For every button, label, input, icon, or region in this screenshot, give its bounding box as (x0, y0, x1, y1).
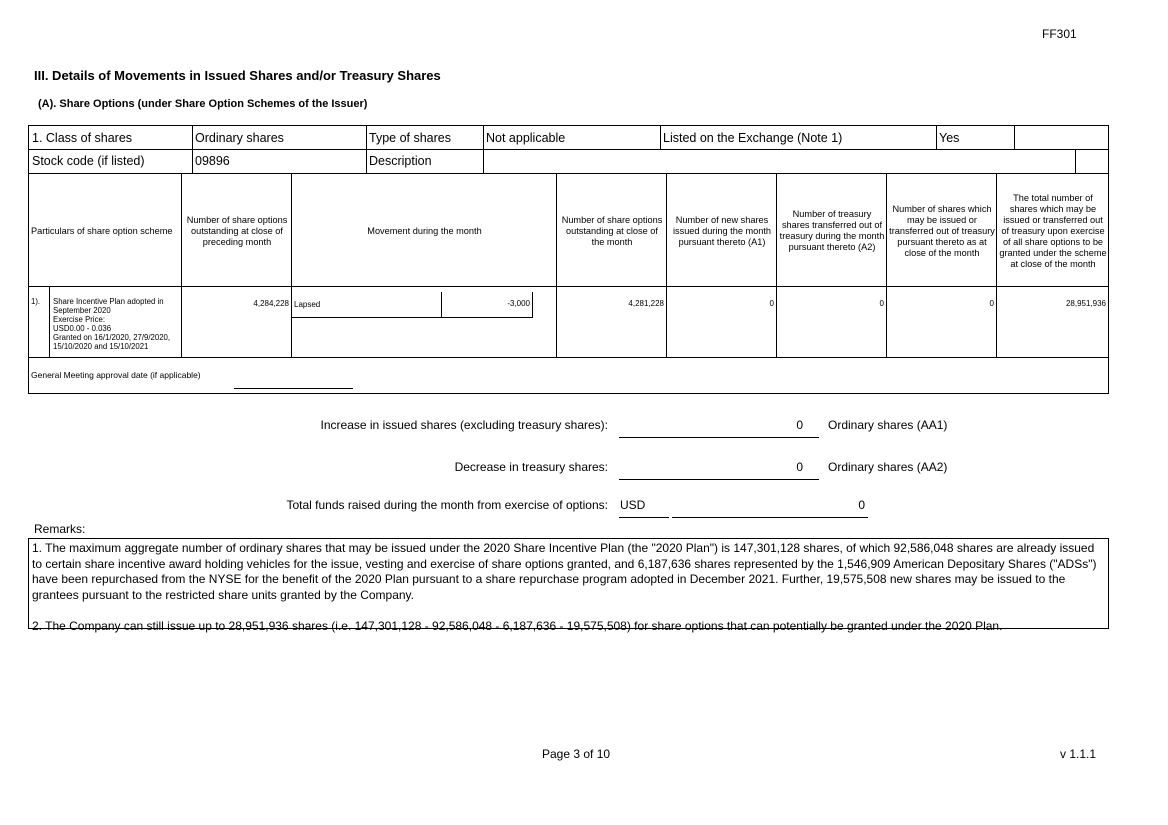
remark-2: 2. The Company can still issue up to 28,951,936 shares (i.e. 147,301,128 - 92,586,048 - 6,187,636 - 19,575,508) for share options that can potentially be granted under the 2020 Plan. (32, 619, 1003, 633)
blank-cell (1075, 149, 1109, 174)
funds-value: 0 (858, 498, 865, 512)
movement-type: Lapsed (294, 300, 321, 309)
may-be-issued-value: 0 (989, 299, 994, 308)
scheme-description (53, 297, 181, 351)
general-meeting-label: General Meeting approval date (if applicable) (31, 370, 201, 380)
remarks-box (28, 538, 1109, 633)
general-meeting-date-line[interactable] (234, 388, 353, 389)
increase-unit: Ordinary shares (AA1) (828, 418, 948, 432)
stock-code-value: 09896 (192, 149, 367, 174)
movement-value: -3,000 (507, 299, 530, 308)
header-new-shares: Number of new shares issued during the month pursuant thereto (A1) (672, 214, 772, 247)
stock-code-label: Stock code (if listed) (28, 149, 193, 174)
listed-on-exchange-value: Yes (936, 125, 1015, 150)
decrease-line (619, 479, 819, 480)
scheme-index: 1). (31, 297, 41, 306)
scheme-description-line: Granted on 16/1/2020, 27/9/2020, (53, 333, 171, 342)
outstanding-close-value: 4,281,228 (628, 299, 664, 308)
funds-currency-line (619, 517, 669, 518)
form-code: FF301 (1042, 27, 1077, 41)
description-value (483, 149, 1076, 174)
class-of-shares-label: 1. Class of shares (28, 125, 193, 150)
increase-line (619, 437, 819, 438)
increase-label: Increase in issued shares (excluding treasury shares): (320, 418, 608, 432)
increase-value: 0 (796, 418, 803, 432)
scheme-description-line: 15/10/2020 and 15/10/2021 (53, 342, 149, 351)
divider (49, 287, 50, 357)
scheme-description-line: September 2020 (53, 306, 111, 315)
new-shares-value: 0 (769, 299, 774, 308)
treasury-transferred-value: 0 (879, 299, 884, 308)
header-particulars: Particulars of share option scheme (31, 225, 173, 236)
header-treasury-transferred: Number of treasury shares transferred out of treasury during the month pursuant thereto (A2) (779, 209, 885, 252)
blank-cell (1014, 125, 1109, 150)
header-total-may-be-issued: The total number of shares which may be issued or transferred out of treasury upon exercise of all share options to be granted under the scheme at close of the month (999, 192, 1107, 269)
scheme-description-line: Exercise Price: (53, 315, 105, 324)
subsection-title: (A). Share Options (under Share Option Schemes of the Issuer) (38, 98, 368, 110)
type-of-shares-label: Type of shares (366, 125, 484, 150)
funds-label: Total funds raised during the month from exercise of options: (286, 498, 608, 512)
remark-1: 1. The maximum aggregate number of ordinary shares that may be issued under the 2020 Share Incentive Plan (the "2020 Plan") is 147,301,128 shares, of which 92,586,048 shares are already issued to certain share incentive award holding vehicles for the issue, vesting and exercise of share options granted, and 6,187,636 shares represented by the 1,546,909 American Depositary Shares ("ADSs") have been repurchased from the NYSE for the benefit of the 2020 Plan pursuant to a share repurchase program adopted in December 2021. Further, 19,575,508 new shares may be issued to the grantees pursuant to the restricted share units granted by the Company. (32, 541, 1097, 602)
header-outstanding-prev: Number of share options outstanding at close of preceding month (186, 214, 288, 247)
description-label: Description (366, 149, 484, 174)
header-outstanding-close: Number of share options outstanding at close of the month (561, 214, 663, 247)
decrease-value: 0 (796, 460, 803, 474)
divider (28, 357, 1109, 358)
version: v 1.1.1 (1060, 747, 1097, 761)
scheme-description-line: Share Incentive Plan adopted in (53, 297, 164, 306)
outstanding-prev-value: 4,284,228 (253, 299, 289, 308)
decrease-unit: Ordinary shares (AA2) (828, 460, 948, 474)
class-of-shares-value: Ordinary shares (192, 125, 367, 150)
page-number: Page 3 of 10 (542, 747, 611, 761)
divider (28, 286, 1109, 287)
decrease-label: Decrease in treasury shares: (454, 460, 608, 474)
listed-on-exchange-label: Listed on the Exchange (Note 1) (660, 125, 937, 150)
section-title: III. Details of Movements in Issued Shares and/or Treasury Shares (34, 68, 441, 83)
funds-currency: USD (620, 498, 646, 512)
type-of-shares-value: Not applicable (483, 125, 661, 150)
header-may-be-issued: Number of shares which may be issued or transferred out of treasury pursuant thereto as at close of the month (889, 203, 995, 258)
scheme-description-line: USD0.00 - 0.036 (53, 324, 112, 333)
total-may-be-issued-value: 28,951,936 (1065, 299, 1106, 308)
remarks-label: Remarks: (34, 522, 86, 536)
funds-line (672, 517, 868, 518)
header-movement: Movement during the month (367, 225, 482, 236)
